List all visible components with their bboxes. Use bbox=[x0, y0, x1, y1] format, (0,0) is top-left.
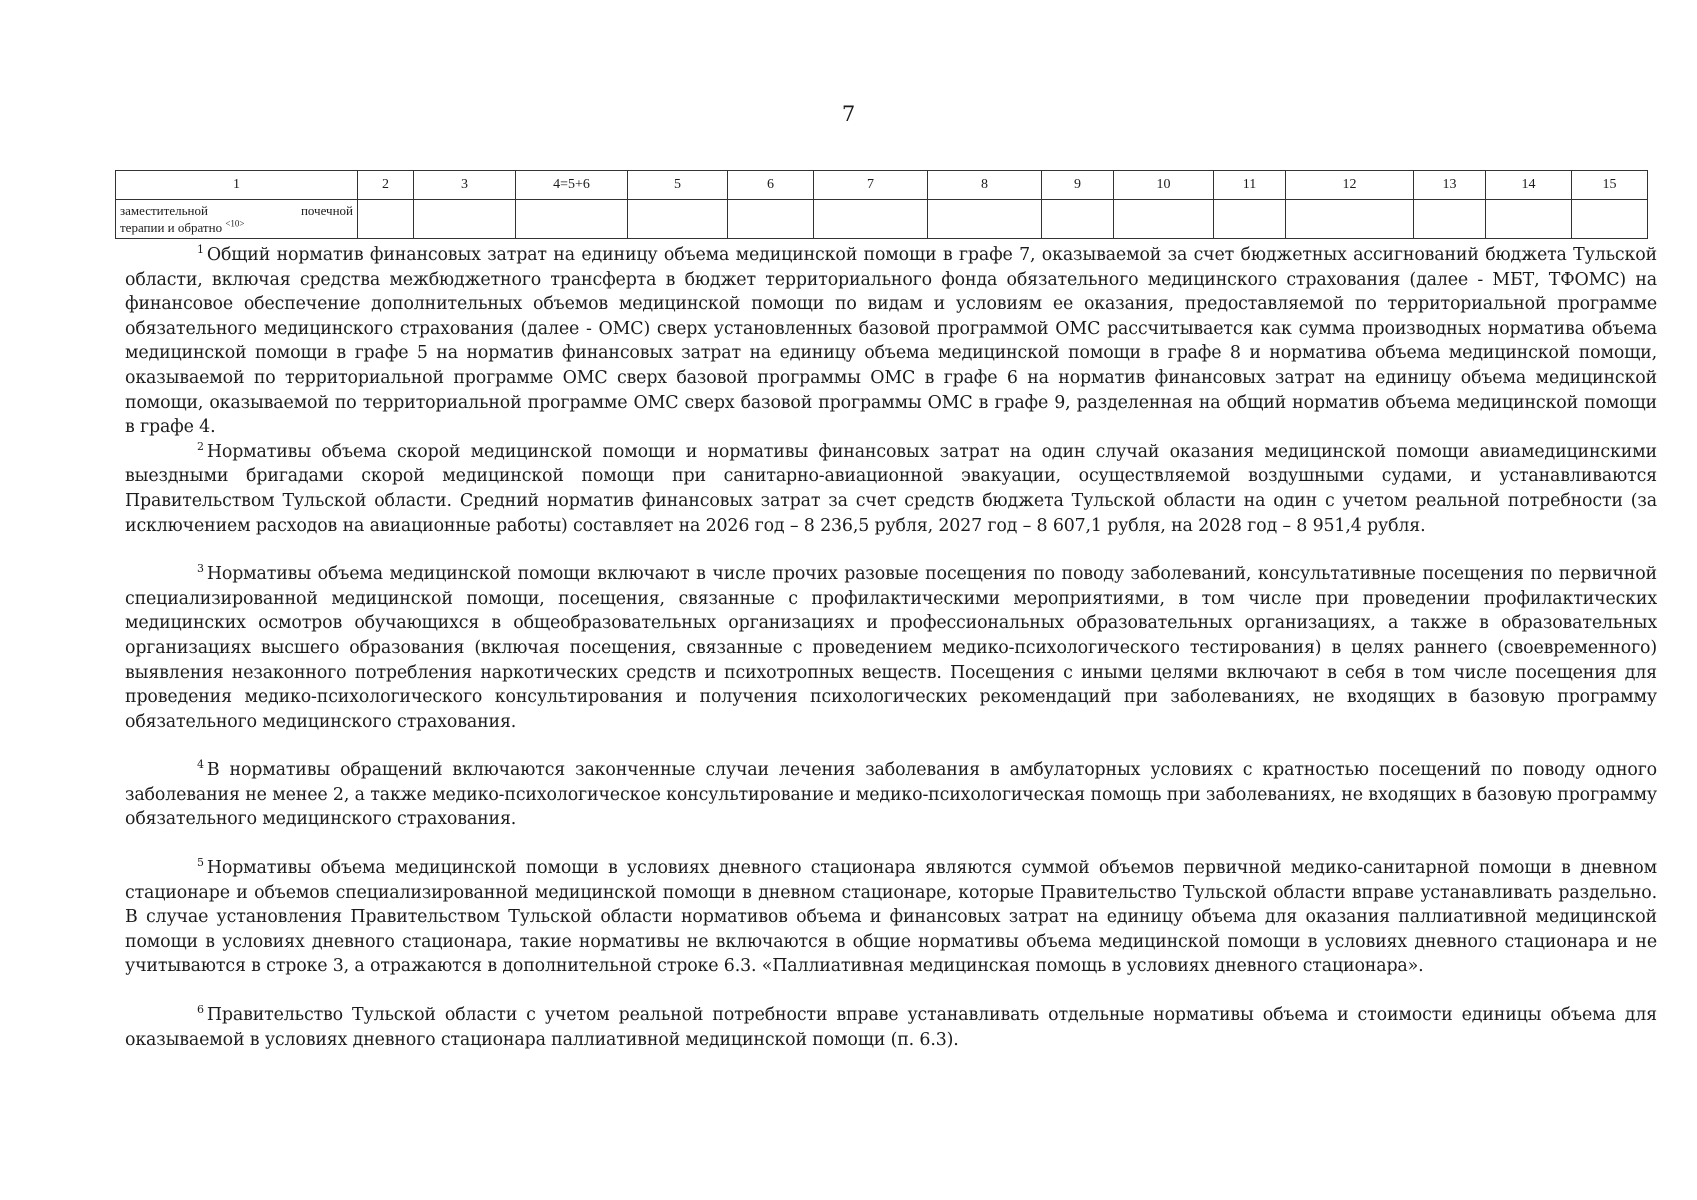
page-number: 7 bbox=[841, 102, 856, 126]
normatives-table bbox=[115, 170, 1648, 239]
table-cell bbox=[628, 200, 728, 239]
paragraph-gap bbox=[125, 979, 1657, 1003]
footnote-mark: 1 bbox=[197, 243, 204, 257]
column-number: 13 bbox=[1414, 171, 1486, 200]
footnote-2 bbox=[125, 440, 1657, 538]
footnote-6 bbox=[125, 1003, 1657, 1052]
table-cell bbox=[358, 200, 414, 239]
column-number: 5 bbox=[628, 171, 728, 200]
footnote-text: Правительство Тульской области с учетом реальной потребности вправе устанавливать отдельные нормативы объема и стоимости единицы объема для оказываемой в условиях дневного стационара паллиативной медицинской помощи (п. 6.3). bbox=[125, 1005, 1657, 1050]
footnote-mark: 4 bbox=[197, 758, 204, 772]
row-label-line: терапии и обратно bbox=[120, 220, 223, 235]
footnote-text: Нормативы объема медицинской помощи включают в числе прочих разовые посещения по поводу заболеваний, консультативные посещения по первичной специализированной медицинской помощи, посещения, связанные с профилактическими мероприятиями, в том числе при проведении профилактических медицинских осмотров обучающихся в общеобразовательных организациях и профессиональных образовательных организациях, а также в образовательных организациях высшего образования (включая посещения, связанные с проведением медико-психологического тестирования) в целях раннего (своевременного) выявления незаконного потребления наркотических средств и психотропных веществ. Посещения с иными целями включают в себя в том числе посещения для проведения медико-психологического консультирования и получения психологических рекомендаций при заболеваниях, не входящих в базовую программу обязательного медицинского страхования. bbox=[125, 564, 1657, 732]
table-cell bbox=[1214, 200, 1286, 239]
column-number: 2 bbox=[358, 171, 414, 200]
footnote-4 bbox=[125, 758, 1657, 832]
paragraph-gap bbox=[125, 832, 1657, 856]
column-number: 11 bbox=[1214, 171, 1286, 200]
footnote-1 bbox=[125, 243, 1657, 440]
footnote-text: Нормативы объема скорой медицинской помощи и нормативы финансовых затрат на один случай оказания медицинской помощи авиамедицинскими выездными бригадами скорой медицинской помощи при санитарно-авиационной эвакуации, осуществляемой воздушными судами, и устанавливаются Правительством Тульской области. Средний норматив финансовых затрат за счет средств бюджета Тульской области на один с учетом реальной потребности (за исключением расходов на авиационные работы) составляет на 2026 год – 8 236,5 рубля, 2027 год – 8 607,1 рубля, на 2028 год – 8 951,4 рубля. bbox=[125, 441, 1657, 536]
paragraph-gap bbox=[125, 538, 1657, 562]
column-number: 3 bbox=[414, 171, 516, 200]
column-number: 14 bbox=[1486, 171, 1572, 200]
column-number: 15 bbox=[1572, 171, 1648, 200]
footnotes bbox=[125, 243, 1657, 1052]
column-number: 9 bbox=[1042, 171, 1114, 200]
footnote-3 bbox=[125, 562, 1657, 734]
table-cell bbox=[414, 200, 516, 239]
table-cell bbox=[1042, 200, 1114, 239]
table-cell bbox=[1414, 200, 1486, 239]
footnote-mark: 6 bbox=[197, 1003, 204, 1017]
table-cell bbox=[814, 200, 928, 239]
table-cell bbox=[516, 200, 628, 239]
column-number: 6 bbox=[728, 171, 814, 200]
row-label-word: почечной bbox=[300, 203, 353, 218]
footnote-text: Общий норматив финансовых затрат на единицу объема медицинской помощи в графе 7, оказываемой за счет бюджетных ассигнований бюджета Тульской области, включая средства межбюджетного трансферта в бюджет территориального фонда обязательного медицинского страхования (далее - МБТ, ТФОМС) на финансовое обеспечение дополнительных объемов медицинской помощи по видам и условиям ее оказания, предоставляемой по территориальной программе обязательного медицинского страхования (далее - ОМС) сверх установленных базовой программой ОМС рассчитывается как сумма производных норматива объема медицинской помощи в графе 5 на норматив финансовых затрат на единицу объема медицинской помощи в графе 8 и норматива объема медицинской помощи, оказываемой по территориальной программе ОМС сверх базовой программы ОМС в графе 6 на норматив финансовых затрат на единицу объема медицинской помощи, оказываемой по территориальной программе ОМС сверх базовой программы ОМС в графе 9, разделенная на общий норматив объема медицинской помощи в графе 4. bbox=[125, 245, 1657, 438]
column-number: 1 bbox=[116, 171, 358, 200]
footnote-mark: 5 bbox=[197, 856, 204, 870]
footnote-text: Нормативы объема медицинской помощи в условиях дневного стационара являются суммой объемов первичной медико-санитарной помощи в дневном стационаре и объемов специализированной медицинской помощи в дневном стационаре, которые Правительство Тульской области вправе устанавливать раздельно. В случае установления Правительством Тульской области нормативов объема и финансовых затрат на единицу объема для оказания паллиативной медицинской помощи в условиях дневного стационара, такие нормативы не включаются в общие нормативы объема медицинской помощи в условиях дневного стационара и не учитываются в строке 3, а отражаются в дополнительной строке 6.3. «Паллиативная медицинская помощь в условиях дневного стационара». bbox=[125, 858, 1657, 977]
column-number: 7 bbox=[814, 171, 928, 200]
row-label-word: заместительной bbox=[120, 203, 208, 218]
footnote-mark: 3 bbox=[197, 562, 204, 576]
table-cell bbox=[1286, 200, 1414, 239]
table-cell bbox=[1114, 200, 1214, 239]
paragraph-gap bbox=[125, 734, 1657, 758]
footnote-5 bbox=[125, 856, 1657, 979]
column-number: 10 bbox=[1114, 171, 1214, 200]
table-cell bbox=[1572, 200, 1648, 239]
row-label-note-ref: <10> bbox=[225, 218, 245, 229]
table-cell bbox=[1486, 200, 1572, 239]
table-header-row bbox=[116, 171, 1648, 200]
column-number: 8 bbox=[928, 171, 1042, 200]
table-row bbox=[116, 200, 1648, 239]
table-cell bbox=[928, 200, 1042, 239]
footnote-text: В нормативы обращений включаются законченные случаи лечения заболевания в амбулаторных условиях с кратностью посещений по поводу одного заболевания не менее 2, а также медико-психологическое консультирование и медико-психологическая помощь при заболеваниях, не входящих в базовую программу обязательного медицинского страхования. bbox=[125, 760, 1657, 830]
row-label-cell bbox=[116, 200, 358, 239]
column-number: 4=5+6 bbox=[516, 171, 628, 200]
footnote-mark: 2 bbox=[197, 439, 204, 453]
column-number: 12 bbox=[1286, 171, 1414, 200]
table-cell bbox=[728, 200, 814, 239]
